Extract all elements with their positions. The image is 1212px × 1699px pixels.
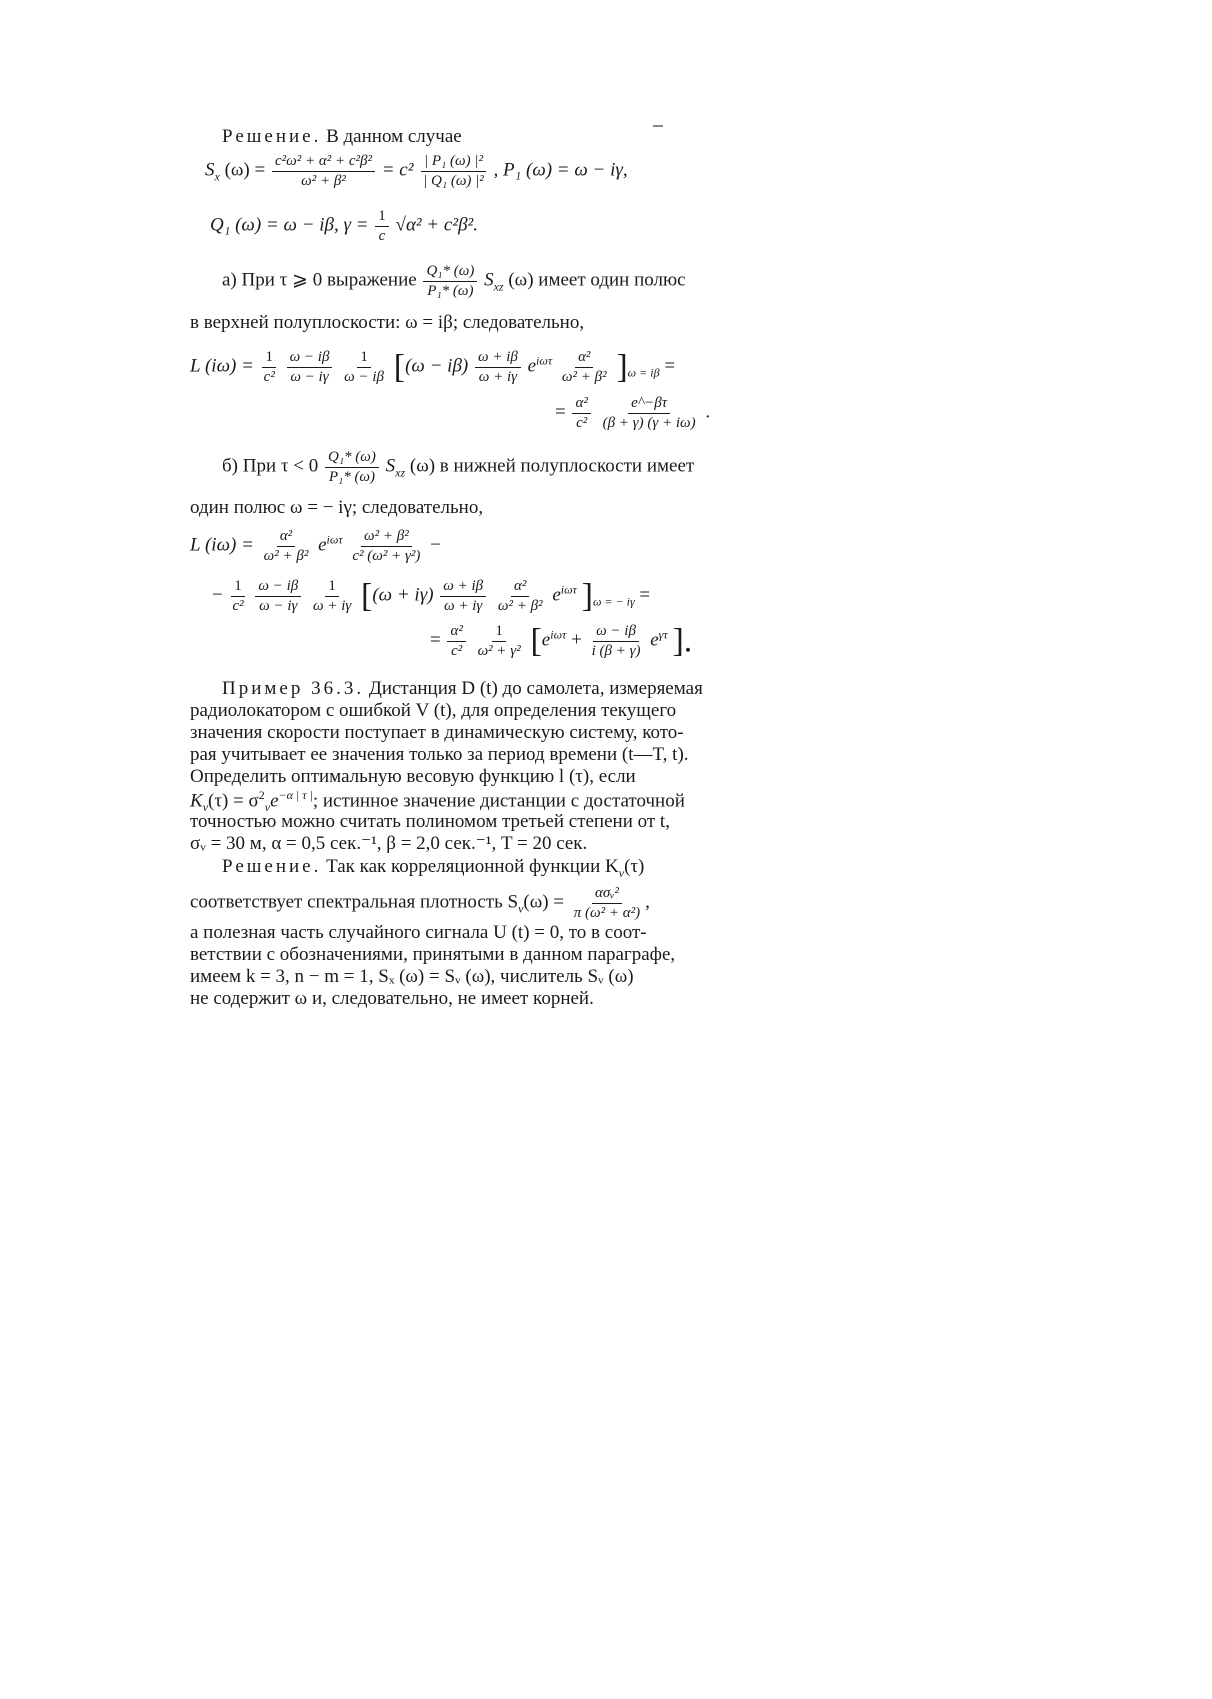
- eq-part: , P₁ (ω) = ω − iγ,: [493, 159, 628, 181]
- solution2-line-3: а полезная часть случайного сигнала U (t) = 0, то в соот-: [190, 922, 647, 943]
- fraction: [572, 394, 590, 433]
- case-b-intro: [222, 448, 694, 487]
- numerator: α²: [511, 577, 529, 597]
- eq-part: e: [527, 355, 537, 377]
- numerator: 1: [231, 577, 245, 597]
- text: (ω) =: [523, 891, 565, 913]
- fraction: [447, 622, 465, 661]
- text: а) При τ ⩾ 0 выражение: [222, 269, 417, 291]
- fraction: [261, 527, 312, 566]
- eq-part: =: [555, 401, 566, 423]
- denominator: c²: [451, 642, 463, 659]
- eq-symbol: S: [484, 269, 494, 291]
- case-a-line2: в верхней полуплоскости: ω = iβ; следовательно,: [190, 312, 585, 333]
- equation-sx: [205, 152, 628, 191]
- numerator: ω − iβ: [255, 577, 301, 597]
- numerator: 1: [492, 622, 506, 642]
- text: ; истинное значение дистанции с достаточной: [312, 790, 685, 812]
- text: ,: [645, 891, 650, 913]
- bracket: [: [393, 348, 406, 386]
- numerator: ω + iβ: [475, 348, 521, 368]
- example-line-1: [222, 678, 703, 700]
- solution-text: В данном случае: [321, 126, 462, 147]
- eq-sub: v: [518, 901, 524, 916]
- denominator: ω² + β²: [561, 368, 607, 385]
- text: б) При τ < 0: [222, 455, 319, 477]
- denominator: (β + γ) (γ + iω): [602, 414, 696, 431]
- eq-sub: v: [264, 800, 271, 815]
- fraction: [423, 262, 477, 301]
- fraction: [261, 348, 278, 387]
- eq-sub: v: [202, 800, 209, 815]
- eq-part: =: [664, 355, 676, 377]
- denominator: ω − iβ: [344, 368, 385, 385]
- denominator: ω − iγ: [259, 597, 298, 614]
- fraction: [272, 152, 375, 191]
- denominator: ω² + β²: [497, 597, 543, 614]
- denominator: ω + iγ: [444, 597, 483, 614]
- equation-b-L: [190, 527, 441, 566]
- eq-sub: v: [618, 865, 625, 880]
- example-line-4: рая учитывает ее значения только за период времени (t—T, t).: [190, 744, 689, 765]
- fraction: [229, 577, 246, 616]
- denominator: c: [378, 227, 386, 244]
- equation-a-result: [555, 394, 710, 433]
- denominator: i (β + γ): [591, 642, 641, 659]
- eq-symbol: S: [205, 159, 215, 181]
- numerator: | P₁ (ω) |²: [421, 152, 486, 172]
- eq-sup: 2: [258, 788, 265, 802]
- eq-part: −: [430, 534, 441, 556]
- numerator: α²: [572, 394, 590, 414]
- eq-part: L (iω) =: [190, 534, 254, 556]
- eq-arg: (ω) =: [224, 159, 266, 181]
- eq-sub: xz: [493, 279, 504, 294]
- eq-part: = c²: [381, 159, 414, 181]
- eq-part: Q₁ (ω) = ω − iβ, γ =: [210, 214, 369, 236]
- eq-sup: iωτ: [326, 532, 343, 547]
- eq-part: e: [650, 629, 659, 651]
- eq-part: (ω − iβ): [405, 355, 469, 377]
- numerator: ω² + β²: [361, 527, 412, 547]
- numerator: Q₁* (ω): [423, 262, 477, 282]
- text: (ω) имеет один полюс: [508, 269, 686, 291]
- equation-a-L: [190, 348, 675, 387]
- denominator: c²: [576, 414, 588, 431]
- eq-part: e: [318, 534, 327, 556]
- ink-mark: [653, 125, 663, 127]
- numerator: 1: [325, 577, 339, 597]
- text: (τ): [624, 856, 645, 877]
- solution2-line-4: ветствии с обозначениями, принятыми в данном параграфе,: [190, 944, 676, 965]
- numerator: 1: [262, 348, 276, 368]
- denominator: ω + iγ: [312, 597, 352, 614]
- eq-part: =: [639, 584, 651, 606]
- example-line-3: значения скорости поступает в динамическую систему, кото-: [190, 722, 684, 743]
- eq-part: +: [571, 629, 582, 651]
- eq-sup: iωτ: [560, 582, 577, 597]
- denominator: c² (ω² + γ²): [352, 547, 421, 564]
- solution-label: Решение.: [222, 856, 322, 877]
- eq-sub: x: [214, 169, 220, 184]
- bracket: [: [361, 577, 373, 615]
- denominator: P₁* (ω): [427, 282, 474, 299]
- eq-sub: ω = iβ: [627, 365, 660, 380]
- denominator: P₁* (ω): [328, 468, 376, 485]
- eq-sup: iωτ: [550, 627, 567, 642]
- fraction: [571, 884, 643, 923]
- numerator: e^−βτ: [628, 394, 670, 414]
- case-b-line2: один полюс ω = − iγ; следовательно,: [190, 497, 484, 518]
- numerator: ω − iβ: [287, 348, 333, 368]
- eq-sub: ω = − iγ: [592, 594, 635, 609]
- text: Так как корреляционной функции K: [321, 856, 619, 877]
- denominator: ω + iγ: [478, 368, 518, 385]
- eq-part: .: [705, 401, 711, 423]
- numerator: α²: [447, 622, 465, 642]
- eq-part: (ω + iγ): [372, 584, 434, 606]
- eq-symbol: K: [190, 790, 203, 812]
- numerator: α²: [575, 348, 593, 368]
- eq-part: √α² + c²β².: [395, 214, 478, 236]
- fraction: [420, 152, 487, 191]
- equation-q1: [210, 207, 478, 246]
- solution2-line-6: не содержит ω и, следовательно, не имеет корней.: [190, 988, 594, 1009]
- eq-sup: iωτ: [536, 353, 553, 368]
- fraction: [589, 622, 644, 661]
- fraction: [310, 577, 354, 616]
- equation-b-result: [430, 622, 692, 661]
- denominator: c²: [232, 597, 244, 614]
- fraction: [325, 448, 379, 487]
- eq-part: −: [212, 584, 223, 606]
- case-a-intro: [222, 262, 686, 301]
- eq-sub: xz: [395, 465, 406, 480]
- text: (ω) в нижней полуплоскости имеет: [409, 455, 695, 477]
- denominator: π (ω² + α²): [573, 904, 641, 921]
- bracket: ]: [616, 348, 628, 386]
- fraction: [495, 577, 546, 616]
- denominator: ω² + γ²: [477, 642, 521, 659]
- example-line-5: Определить оптимальную весовую функцию l (τ), если: [190, 766, 636, 787]
- fraction: [341, 348, 387, 387]
- fraction: [475, 348, 521, 387]
- numerator: Q₁* (ω): [325, 448, 379, 468]
- example-line-7: точностью можно считать полиномом третьей степени от t,: [190, 811, 670, 832]
- solution-label: Решение.: [222, 126, 322, 147]
- text: соответствует спектральная плотность S: [190, 891, 519, 913]
- denominator: ω − iγ: [290, 368, 329, 385]
- solution2-line-2: [190, 884, 650, 923]
- denominator: ω² + β²: [263, 547, 309, 564]
- numerator: 1: [357, 348, 371, 368]
- solution-heading: [222, 126, 462, 148]
- fraction: [475, 622, 524, 661]
- numerator: ω + iβ: [440, 577, 486, 597]
- equation-b-line2: [212, 577, 650, 616]
- eq-symbol: S: [385, 455, 396, 477]
- text: (τ) = σ: [208, 790, 259, 812]
- fraction: [349, 527, 423, 566]
- solution2-line-1: [222, 856, 644, 881]
- example-label: Пример 36.3.: [222, 678, 365, 699]
- denominator: | Q₁ (ω) |²: [423, 172, 484, 189]
- solution2-line-5: имеем k = 3, n − m = 1, Sₓ (ω) = Sᵥ (ω), числитель Sᵥ (ω): [190, 966, 634, 987]
- fraction: [375, 207, 389, 246]
- numerator: α²: [277, 527, 295, 547]
- numerator: ασᵥ²: [592, 884, 622, 904]
- numerator: ω − iβ: [593, 622, 639, 642]
- eq-part: e: [541, 629, 551, 651]
- bracket: [: [530, 622, 542, 660]
- bracket: ].: [672, 622, 693, 660]
- eq-part: L (iω) =: [190, 355, 254, 377]
- eq-part: =: [430, 629, 441, 651]
- example-line-2: радиолокатором с ошибкой V (t), для определения текущего: [190, 700, 677, 721]
- fraction: [255, 577, 301, 616]
- eq-sup: γτ: [658, 627, 668, 642]
- eq-sup: −α | τ |: [278, 788, 313, 802]
- fraction: [600, 394, 699, 433]
- example-line-8: σᵥ = 30 м, α = 0,5 сек.⁻¹, β = 2,0 сек.⁻¹, T = 20 сек.: [190, 833, 588, 854]
- fraction: [440, 577, 486, 616]
- fraction: [287, 348, 333, 387]
- numerator: c²ω² + α² + c²β²: [272, 152, 375, 172]
- fraction: [559, 348, 610, 387]
- eq-part: e: [552, 584, 561, 606]
- text: Дистанция D (t) до самолета, измеряемая: [364, 678, 703, 699]
- numerator: 1: [375, 207, 389, 227]
- eq-part: e: [270, 790, 279, 812]
- bracket: ]: [581, 577, 593, 615]
- denominator: ω² + β²: [301, 172, 346, 189]
- denominator: c²: [263, 368, 275, 385]
